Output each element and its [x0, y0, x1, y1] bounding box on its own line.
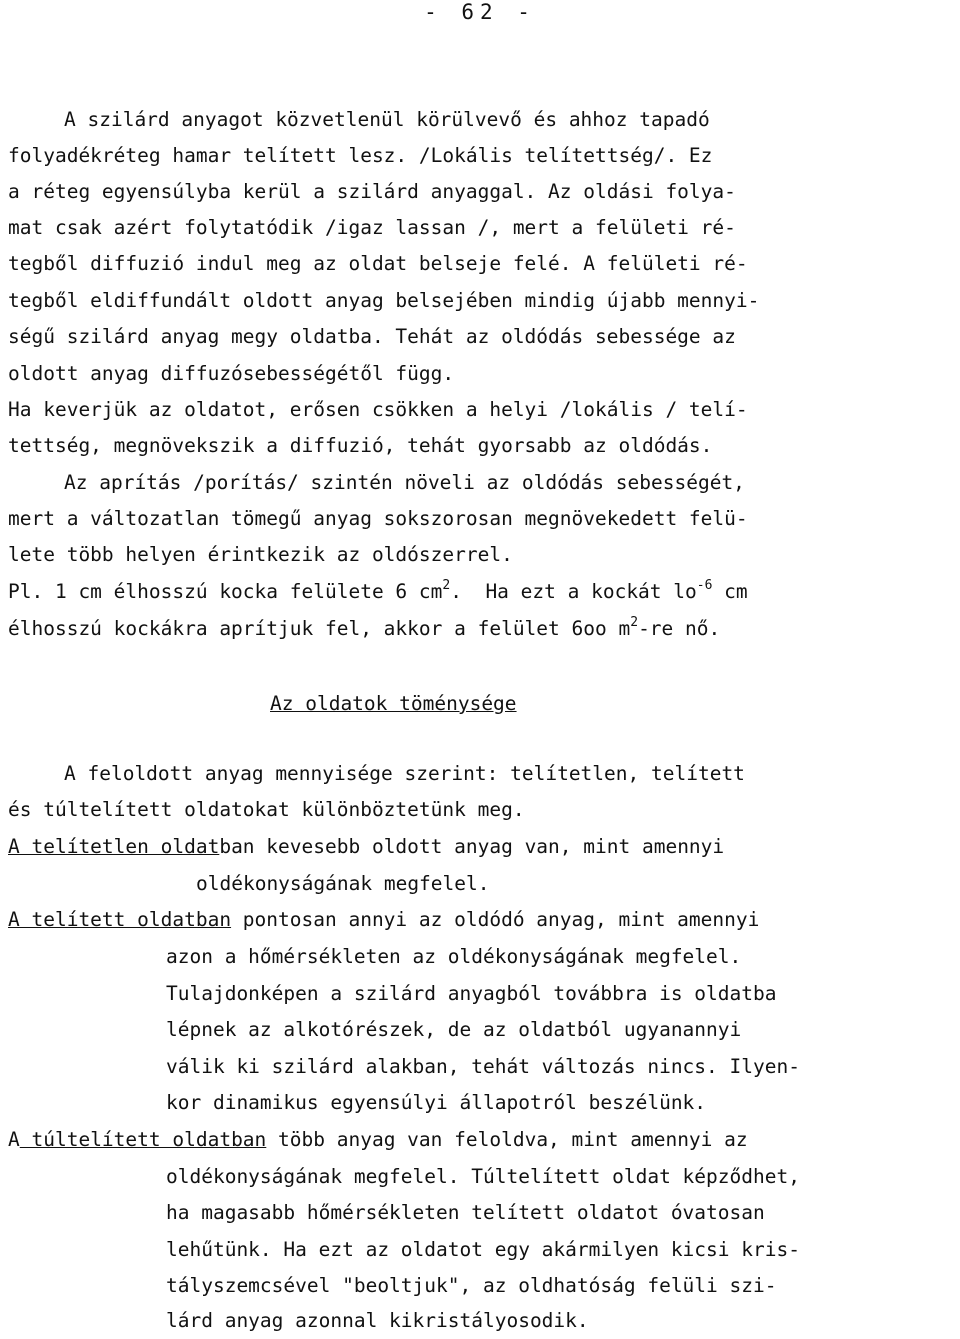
text-line: lete több helyen érintkezik az oldószerrel. — [8, 543, 513, 566]
text-line: Tulajdonképen a szilárd anyagból továbbra is oldatba — [166, 982, 777, 1005]
text-line: lépnek az alkotórészek, de az oldatból ugyanannyi — [166, 1018, 742, 1041]
text-line: A feloldott anyag mennyisége szerint: telítetlen, telített — [64, 762, 745, 785]
definition-text: több anyag van feloldva, mint amennyi az — [266, 1128, 748, 1151]
definition-line — [8, 835, 724, 859]
text-line: kor dinamikus egyensúlyi állapotról beszélünk. — [166, 1091, 707, 1114]
example-text: élhosszú kockákra aprítjuk fel, akkor a felület 6oo m — [8, 617, 631, 640]
definition-text: A — [8, 1128, 20, 1151]
text-line: tegből eldiffundált oldott anyag belsejében mindig újabb mennyi- — [8, 289, 760, 312]
text-line: Ha keverjük az oldatot, erősen csökken a helyi /lokális / telí- — [8, 398, 748, 421]
term-saturated: A telített oldatban — [8, 908, 232, 931]
text-line: mat csak azért folytatódik /igaz lassan /, mert a felületi ré- — [8, 216, 736, 239]
text-line: oldékonyságának megfelel. Túltelített oldat képződhet, — [166, 1165, 800, 1188]
superscript: -6 — [696, 578, 713, 593]
example-text: cm — [712, 580, 748, 603]
superscript: 2 — [442, 578, 451, 593]
text-line: válik ki szilárd alakban, tehát változás nincs. Ilyen- — [166, 1055, 800, 1078]
example-text: -re nő. — [638, 617, 721, 640]
text-line: tegből diffuzió indul meg az oldat belseje felé. A felületi ré- — [8, 252, 748, 275]
example-text: . Ha ezt a kockát lo — [450, 580, 697, 603]
text-line: folyadékréteg hamar telített lesz. /Lokális telítettség/. Ez — [8, 144, 713, 167]
text-line: és túltelített oldatokat különböztetünk meg. — [8, 798, 525, 821]
text-line: lehűtünk. Ha ezt az oldatot egy akármilyen kicsi kris- — [166, 1238, 800, 1261]
page-number: - 62 - — [424, 0, 536, 24]
text-line: a réteg egyensúlyba kerül a szilárd anyaggal. Az oldási folya- — [8, 180, 736, 203]
text-line: Az aprítás /porítás/ szintén növeli az oldódás sebességét, — [64, 471, 745, 494]
section-heading: Az oldatok töménysége — [270, 692, 517, 715]
text-line: tettség, megnövekszik a diffuzió, tehát gyorsabb az oldódás. — [8, 434, 713, 457]
text-line: mert a változatlan tömegű anyag sokszorosan megnövekedett felü- — [8, 507, 748, 530]
example-line — [8, 617, 720, 641]
text-line: oldott anyag diffuzósebességétől függ. — [8, 362, 455, 385]
term-supersaturated: túltelített oldatban — [19, 1128, 267, 1151]
definition-line — [8, 908, 759, 932]
text-line: lárd anyag azonnal kikristályosodik. — [166, 1309, 589, 1332]
text-line: azon a hőmérsékleten az oldékonyságának megfelel. — [166, 945, 742, 968]
definition-text: ban kevesebb oldott anyag van, mint amennyi — [219, 835, 725, 858]
text-line: ha magasabb hőmérsékleten telített oldatot óvatosan — [166, 1201, 765, 1224]
example-line — [8, 580, 748, 604]
definition-line — [8, 1128, 748, 1152]
text-line: oldékonyságának megfelel. — [196, 872, 490, 895]
text-line: tályszemcsével "beoltjuk", az oldhatóság felüli szi- — [166, 1274, 777, 1297]
text-line: A szilárd anyagot közvetlenül körülvevő és ahhoz tapadó — [64, 108, 710, 131]
text-line: ségű szilárd anyag megy oldatba. Tehát az oldódás sebessége az — [8, 325, 736, 348]
superscript: 2 — [630, 615, 639, 630]
example-text: Pl. 1 cm élhosszú kocka felülete 6 cm — [8, 580, 443, 603]
definition-text: pontosan annyi az oldódó anyag, mint amennyi — [231, 908, 760, 931]
term-unsaturated: A telítetlen oldat — [8, 835, 220, 858]
